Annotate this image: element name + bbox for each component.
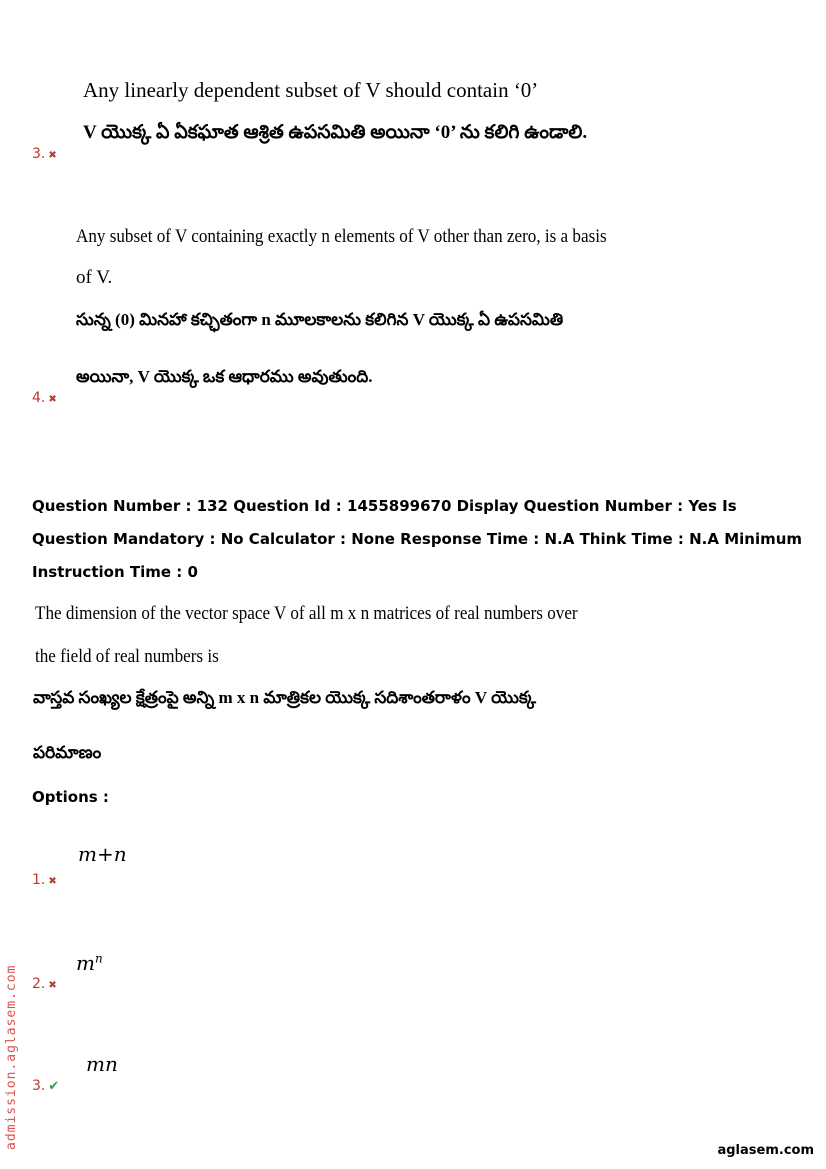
question-meta: Question Number : 132 Question Id : 1455899670 Display Question Number : Yes Is Question Mandatory : No Calculator : None Response Time : N.A Think Time : N.A Minimum Instruction Time : 0: [32, 497, 803, 581]
footer-brand: aglasem.com: [717, 1143, 814, 1158]
question-te-line1: వాస్తవ సంఖ్యల క్షేత్రంపై అన్ని m x n మాత్రికల యొక్క సదిశాంతరాళం V యొక్క: [33, 688, 536, 707]
option-number: 3.: [32, 1078, 46, 1094]
prev-option-4-en-line2: of V.: [76, 267, 113, 288]
wrong-icon: ✖: [48, 150, 57, 161]
option-3-value: mn: [86, 1052, 118, 1076]
option-1-value: m+n: [78, 842, 127, 866]
option-number: 3.: [32, 146, 46, 162]
option-number: 4.: [32, 390, 46, 406]
question-en-line1: The dimension of the vector space V of all m x n matrices of real numbers over: [35, 603, 578, 624]
prev-option-3-en: Any linearly dependent subset of V should contain ‘0’: [83, 78, 539, 102]
check-icon: ✔: [48, 1079, 60, 1094]
option-2-label: [32, 973, 57, 992]
option-2-exponent: n: [94, 951, 103, 966]
option-2-value: [76, 951, 103, 975]
option-3-label: [32, 1075, 59, 1094]
question-te-line2: పరిమాణం: [33, 743, 102, 762]
question-en-line2: the field of real numbers is: [35, 646, 219, 667]
prev-option-4-label: [32, 387, 57, 406]
options-label: Options :: [32, 788, 109, 806]
wrong-icon: ✖: [48, 394, 57, 405]
prev-option-4-te-line1: సున్న (0) మినహా కచ్ఛితంగా n మూలకాలను కలిగిన V యొక్క ఏ ఉపసమితి: [76, 310, 564, 329]
wrong-icon: ✖: [48, 876, 57, 887]
watermark: admission.aglasem.com: [4, 964, 19, 1150]
option-number: 1.: [32, 872, 46, 888]
prev-option-4-en-line1: Any subset of V containing exactly n elements of V other than zero, is a basis: [76, 226, 607, 247]
option-number: 2.: [32, 976, 46, 992]
prev-option-3-label: [32, 143, 57, 162]
prev-option-3-te: V యొక్క ఏ ఏకఘాత ఆశ్రిత ఉపసమితి అయినా ‘0’ ను కలిగి ఉండాలి.: [83, 122, 588, 143]
prev-option-4-te-line2: అయినా, V యొక్క ఒక ఆధారము అవుతుంది.: [76, 367, 373, 386]
wrong-icon: ✖: [48, 980, 57, 991]
option-1-label: [32, 869, 57, 888]
option-2-base: m: [76, 951, 95, 975]
